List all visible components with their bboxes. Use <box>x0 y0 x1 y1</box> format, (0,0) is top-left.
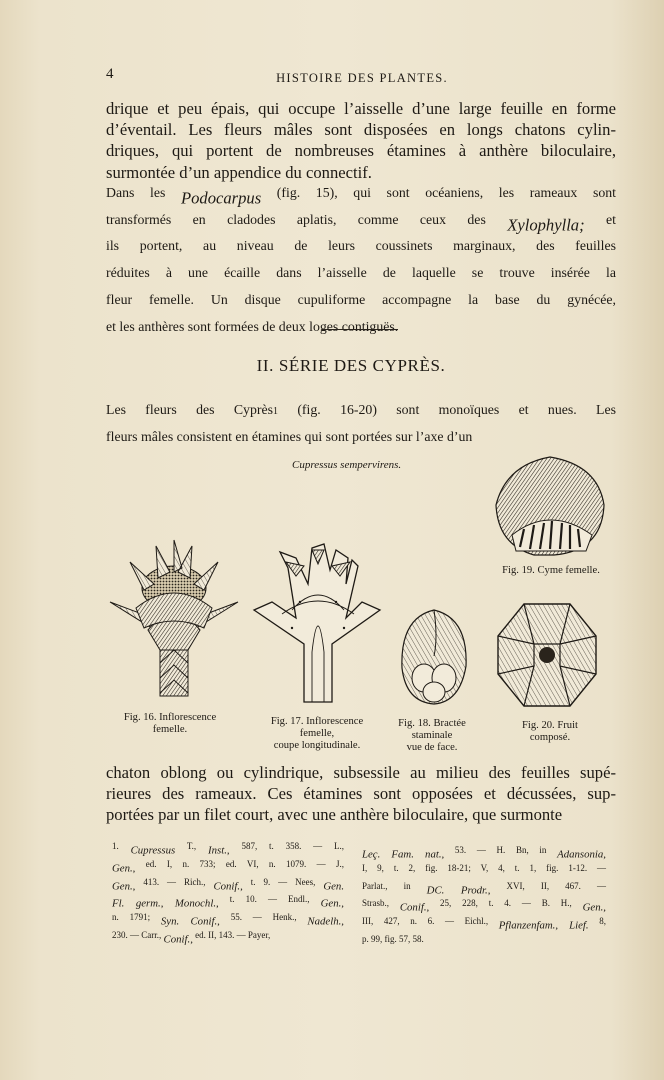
paragraph-2 <box>106 182 616 342</box>
footnote-line: Gen., $^{ed. I, n. 733; ed. VI, n. 1079. — J.,}$ <box>112 858 344 875</box>
fig20-caption: Fig. 20. Fruit composé. <box>522 720 578 744</box>
fig19-illustration <box>494 455 606 557</box>
text-line: $^{Dans les}$ Podocarpus $^{(fig. 15), qui sont océaniens, les rameaux sont}$ <box>106 185 616 208</box>
text-line: fleur femelle. Un disque cupuliforme accompagne la base du gynécée, <box>106 291 616 307</box>
fig18-illustration <box>398 608 470 706</box>
figure-title: Cupressus sempervirens. <box>292 459 402 471</box>
footnote-line: $^{230. — Carr.,}$ Conif., $^{ed. II, 143. — Payer,}$ <box>112 929 271 946</box>
footnote-line: $^{Strasb.,}$ Conif., $^{25, 228, t. 4. — B. H.,}$ Gen., <box>362 898 606 914</box>
page-number: 4 <box>106 66 114 82</box>
footnote-line: Leç. Fam. nat., $^{53. — H. Bn, in}$ Adansonia, <box>362 845 606 861</box>
text-line: surmontée d’un appendice du connectif. <box>106 162 372 182</box>
fig16-illustration <box>108 538 240 700</box>
footnote-line: $^{1.}$ Cupressus $^{T.,}$ Inst., $^{587, t. 358. — L.,}$ <box>112 841 345 857</box>
footnote-line: Fl. germ., Monochl., $^{t. 10. — Endl.,}$ Gen., <box>112 894 344 910</box>
text-line: $^{Les fleurs des Cyprès1}$ $^{(fig. 16-20) sont monoïques et nues. Les}$ <box>106 402 616 417</box>
section-title: II. SÉRIE DES CYPRÈS. <box>256 356 446 375</box>
text-line: et les anthères sont formées de deux loges contiguës. <box>106 318 399 334</box>
footnote-right-column <box>362 844 606 951</box>
fig17-illustration <box>252 540 382 704</box>
footnote-left-column <box>112 840 344 947</box>
fig20-illustration <box>494 600 600 710</box>
text-line: d’éventail. Les fleurs mâles sont disposées en longs chatons cylin- <box>106 120 616 140</box>
section-divider <box>322 329 398 330</box>
text-line: rieures des rameaux. Ces étamines sont opposées et décussées, sup- <box>106 784 616 804</box>
fig17-caption: Fig. 17. Inflorescence femelle, coupe longitudinale. <box>270 716 364 752</box>
text-line: fleurs mâles consistent en étamines qui sont portées sur l’axe d’un <box>106 428 473 444</box>
text-line: chaton oblong ou cylindrique, subsessile au milieu des feuilles supé- <box>106 763 616 782</box>
text-line: ils portent, au niveau de leurs coussinets marginaux, des feuilles <box>106 238 616 254</box>
text-line: drique et peu épais, qui occupe l’aisselle d’une large feuille en forme <box>106 99 616 118</box>
paragraph-3 <box>106 399 616 452</box>
fig16-caption: Fig. 16. Inflorescence femelle. <box>123 712 217 736</box>
footnote-line: Gen., $^{413. — Rich.,}$ Conif., $^{t. 9. — Nees,}$ Gen. <box>112 876 345 893</box>
text-line: portées par un filet court, avec une anthère biloculaire, que surmonte <box>106 805 563 825</box>
paragraph-4 <box>106 762 616 826</box>
footnote-line: p. 99, fig. 57, 58. <box>362 933 424 944</box>
footnote-line: $^{Parlat., in}$ DC. Prodr., $^{XVI, II, 467. —}$ <box>362 880 606 897</box>
text-line: réduites à une écaille dans l’aisselle de laquelle se trouve insérée la <box>106 265 616 281</box>
footnote-line: I, 9, t. 2, fig. 18-21; V, 4, t. 1, fig. 1-12. — <box>362 862 606 873</box>
paragraph-1 <box>106 98 616 183</box>
text-line: $^{transformés en cladodes aplatis, comme ceux des}$ Xylophylla; $^{et}$ <box>106 211 617 235</box>
fig18-caption: Fig. 18. Bractée staminale vue de face. <box>398 718 466 754</box>
footnote-line: $^{III, 427, n. 6. — Eichl.,}$ Pflanzenfam., Lief. $^{8,}$ <box>362 916 607 932</box>
text-line: driques, qui portent de nombreuses étamines à anthère biloculaire, <box>106 141 616 161</box>
running-title: HISTOIRE DES PLANTES. <box>276 71 448 85</box>
fig19-caption: Fig. 19. Cyme femelle. <box>502 565 600 576</box>
footnote-line: $^{n. 1791;}$ Syn. Conif., $^{55. — Henk.,}$ Nadelh., <box>112 912 344 928</box>
